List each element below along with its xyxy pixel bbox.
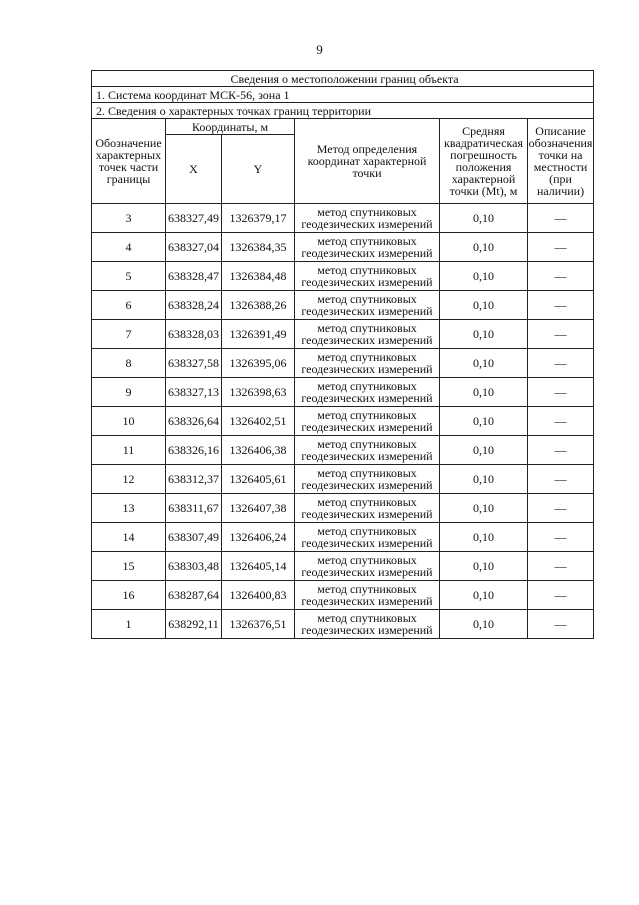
- x-cell: 638327,13: [166, 378, 222, 407]
- method-cell: метод спутниковых геодезических измерений: [295, 378, 440, 407]
- header-accuracy: Средняя квадратическая погрешность положения характерной точки (Mt), м: [440, 119, 528, 204]
- x-cell: 638327,49: [166, 204, 222, 233]
- accuracy-cell: 0,10: [440, 320, 528, 349]
- y-cell: 1326384,35: [222, 233, 295, 262]
- method-cell: метод спутниковых геодезических измерений: [295, 407, 440, 436]
- boundary-points-table: [91, 70, 594, 639]
- x-cell: 638326,64: [166, 407, 222, 436]
- point-cell: 12: [92, 465, 166, 494]
- accuracy-cell: 0,10: [440, 262, 528, 291]
- method-cell: метод спутниковых геодезических измерений: [295, 262, 440, 291]
- point-cell: 9: [92, 378, 166, 407]
- point-cell: 14: [92, 523, 166, 552]
- header-method: Метод определения координат характерной точки: [295, 119, 440, 204]
- description-cell: —: [528, 233, 594, 262]
- x-cell: 638287,64: [166, 581, 222, 610]
- method-cell: метод спутниковых геодезических измерений: [295, 465, 440, 494]
- accuracy-cell: 0,10: [440, 291, 528, 320]
- x-cell: 638328,03: [166, 320, 222, 349]
- accuracy-cell: 0,10: [440, 436, 528, 465]
- table-row: [92, 436, 594, 465]
- x-cell: 638326,16: [166, 436, 222, 465]
- table-row: [92, 262, 594, 291]
- points-section-row: 2. Сведения о характерных точках границ территории: [92, 103, 594, 119]
- table-row: [92, 204, 594, 233]
- x-cell: 638292,11: [166, 610, 222, 639]
- accuracy-cell: 0,10: [440, 204, 528, 233]
- point-cell: 5: [92, 262, 166, 291]
- table-row: [92, 581, 594, 610]
- y-cell: 1326398,63: [222, 378, 295, 407]
- accuracy-cell: 0,10: [440, 552, 528, 581]
- point-cell: 10: [92, 407, 166, 436]
- method-cell: метод спутниковых геодезических измерений: [295, 552, 440, 581]
- method-cell: метод спутниковых геодезических измерений: [295, 291, 440, 320]
- table-row: [92, 494, 594, 523]
- table-row: [92, 233, 594, 262]
- method-cell: метод спутниковых геодезических измерений: [295, 581, 440, 610]
- method-cell: метод спутниковых геодезических измерений: [295, 610, 440, 639]
- description-cell: —: [528, 552, 594, 581]
- description-cell: —: [528, 436, 594, 465]
- table-row: [92, 465, 594, 494]
- y-cell: 1326376,51: [222, 610, 295, 639]
- x-cell: 638303,48: [166, 552, 222, 581]
- accuracy-cell: 0,10: [440, 233, 528, 262]
- accuracy-cell: 0,10: [440, 610, 528, 639]
- description-cell: —: [528, 465, 594, 494]
- x-cell: 638327,04: [166, 233, 222, 262]
- x-cell: 638312,37: [166, 465, 222, 494]
- header-point-designation: Обозначение характерных точек части границы: [92, 119, 166, 204]
- description-cell: —: [528, 407, 594, 436]
- y-cell: 1326388,26: [222, 291, 295, 320]
- accuracy-cell: 0,10: [440, 581, 528, 610]
- accuracy-cell: 0,10: [440, 407, 528, 436]
- method-cell: метод спутниковых геодезических измерений: [295, 320, 440, 349]
- y-cell: 1326405,14: [222, 552, 295, 581]
- accuracy-cell: 0,10: [440, 494, 528, 523]
- coordinate-system-row: 1. Система координат МСК-56, зона 1: [92, 87, 594, 103]
- description-cell: —: [528, 204, 594, 233]
- header-y: Y: [222, 135, 295, 204]
- description-cell: —: [528, 320, 594, 349]
- point-cell: 11: [92, 436, 166, 465]
- table-row: [92, 378, 594, 407]
- accuracy-cell: 0,10: [440, 349, 528, 378]
- x-cell: 638328,24: [166, 291, 222, 320]
- table-row: [92, 407, 594, 436]
- point-cell: 16: [92, 581, 166, 610]
- method-cell: метод спутниковых геодезических измерений: [295, 494, 440, 523]
- point-cell: 15: [92, 552, 166, 581]
- description-cell: —: [528, 378, 594, 407]
- x-cell: 638328,47: [166, 262, 222, 291]
- header-description: Описание обозначения точки на местности (при наличии): [528, 119, 594, 204]
- accuracy-cell: 0,10: [440, 378, 528, 407]
- y-cell: 1326407,38: [222, 494, 295, 523]
- page-number: 9: [316, 42, 323, 57]
- point-cell: 6: [92, 291, 166, 320]
- description-cell: —: [528, 581, 594, 610]
- table-row: [92, 320, 594, 349]
- description-cell: —: [528, 291, 594, 320]
- y-cell: 1326400,83: [222, 581, 295, 610]
- y-cell: 1326379,17: [222, 204, 295, 233]
- y-cell: 1326402,51: [222, 407, 295, 436]
- table-row: [92, 610, 594, 639]
- table-row: [92, 523, 594, 552]
- x-cell: 638327,58: [166, 349, 222, 378]
- description-cell: —: [528, 262, 594, 291]
- method-cell: метод спутниковых геодезических измерений: [295, 523, 440, 552]
- description-cell: —: [528, 523, 594, 552]
- accuracy-cell: 0,10: [440, 523, 528, 552]
- table-row: [92, 349, 594, 378]
- point-cell: 7: [92, 320, 166, 349]
- y-cell: 1326405,61: [222, 465, 295, 494]
- method-cell: метод спутниковых геодезических измерений: [295, 436, 440, 465]
- header-x: X: [166, 135, 222, 204]
- y-cell: 1326406,38: [222, 436, 295, 465]
- point-cell: 3: [92, 204, 166, 233]
- y-cell: 1326406,24: [222, 523, 295, 552]
- method-cell: метод спутниковых геодезических измерений: [295, 233, 440, 262]
- y-cell: 1326391,49: [222, 320, 295, 349]
- point-cell: 13: [92, 494, 166, 523]
- table-title: Сведения о местоположении границ объекта: [92, 71, 594, 87]
- point-cell: 4: [92, 233, 166, 262]
- point-cell: 8: [92, 349, 166, 378]
- point-cell: 1: [92, 610, 166, 639]
- y-cell: 1326395,06: [222, 349, 295, 378]
- y-cell: 1326384,48: [222, 262, 295, 291]
- x-cell: 638307,49: [166, 523, 222, 552]
- method-cell: метод спутниковых геодезических измерений: [295, 204, 440, 233]
- table-row: [92, 291, 594, 320]
- x-cell: 638311,67: [166, 494, 222, 523]
- table-row: [92, 552, 594, 581]
- description-cell: —: [528, 610, 594, 639]
- description-cell: —: [528, 494, 594, 523]
- header-coordinates: Координаты, м: [166, 119, 295, 135]
- method-cell: метод спутниковых геодезических измерений: [295, 349, 440, 378]
- accuracy-cell: 0,10: [440, 465, 528, 494]
- description-cell: —: [528, 349, 594, 378]
